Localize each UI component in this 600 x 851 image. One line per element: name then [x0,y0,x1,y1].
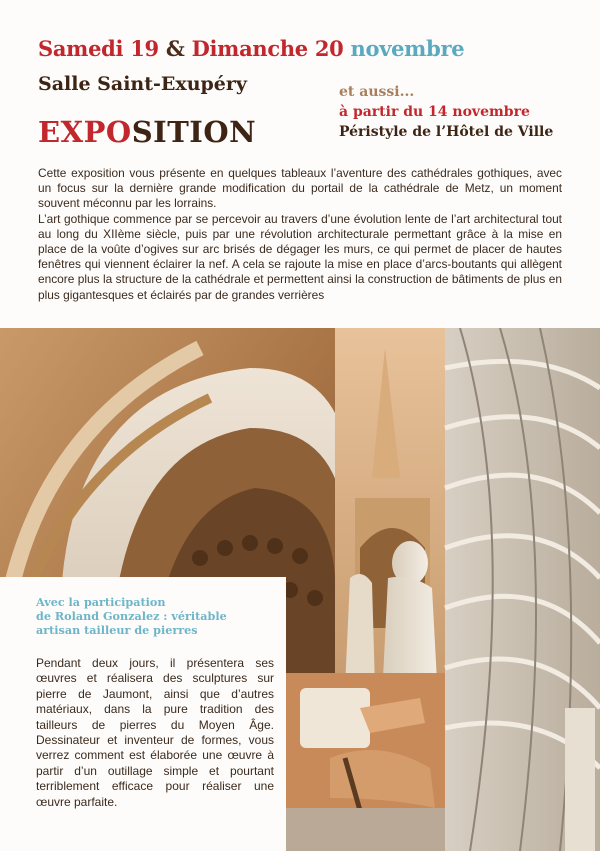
also-label: et aussi... [339,84,415,100]
exposition-heading [38,115,256,149]
date-sunday: Dimanche 20 [191,36,344,61]
venue-name: Salle Saint-Exupéry [38,73,247,95]
also-place: Péristyle de l’Hôtel de Ville [339,124,554,140]
intro-text [38,166,562,303]
exposition-heading-red: EXPO [38,115,132,149]
date-month: novembre [350,36,465,61]
date-ampersand: & [165,36,185,61]
participation-title [36,595,227,637]
date-saturday: Samedi 19 [38,36,159,61]
also-from-date: à partir du 14 novembre [339,104,530,120]
participation-body: Pendant deux jours, il présentera ses œuvres et réalisera des sculptures sur pierre de Jaumont, ainsi que d’autres matériaux, dans la pure tradition des tailleurs de pierres du Moyen Âge. Dessinateur et inventeur de formes, vous verrez comment est élaborée une œuvre à partir d’un outillage simple et pourtant terriblement efficace pour réaliser une œuvre parfaite. [36,656,274,809]
exposition-heading-dark: SITION [131,115,257,149]
intro-paragraph-1: Cette exposition vous présente en quelques tableaux l’aventure des cathédrales gothiques, avec un focus sur la dernière grande modification du portail de la cathédrale de Metz, un moment souvent méconnu par les lorrains. [38,166,562,211]
participation-title-line-2: de Roland Gonzalez : véritable [36,609,227,623]
intro-paragraph-2: L’art gothique commence par se percevoir au travers d’une évolution lente de l’art architectural tout au long du XIIème siècle, puis par une révolution architecturale permettant grâce à la mise en place de la voûte d’ogives sur arc brisés de dégager les murs, ce qui permet de placer de hautes fenêtres qui viennent éclairer la nef. A cela se rajoute la mise en place d’arcs-boutants qui allègent encore plus la structure de la cathédrale et permettent ainsi la construction de bâtiments de plus en plus gigantesques et éclairés par de grandes verrières [38,211,562,302]
participation-title-line-1: Avec la participation [36,595,166,609]
nave-vault-photo [445,328,600,851]
stone-carving-photo [285,673,445,851]
event-dates [38,36,464,61]
participation-title-line-3: artisan tailleur de pierres [36,623,198,637]
